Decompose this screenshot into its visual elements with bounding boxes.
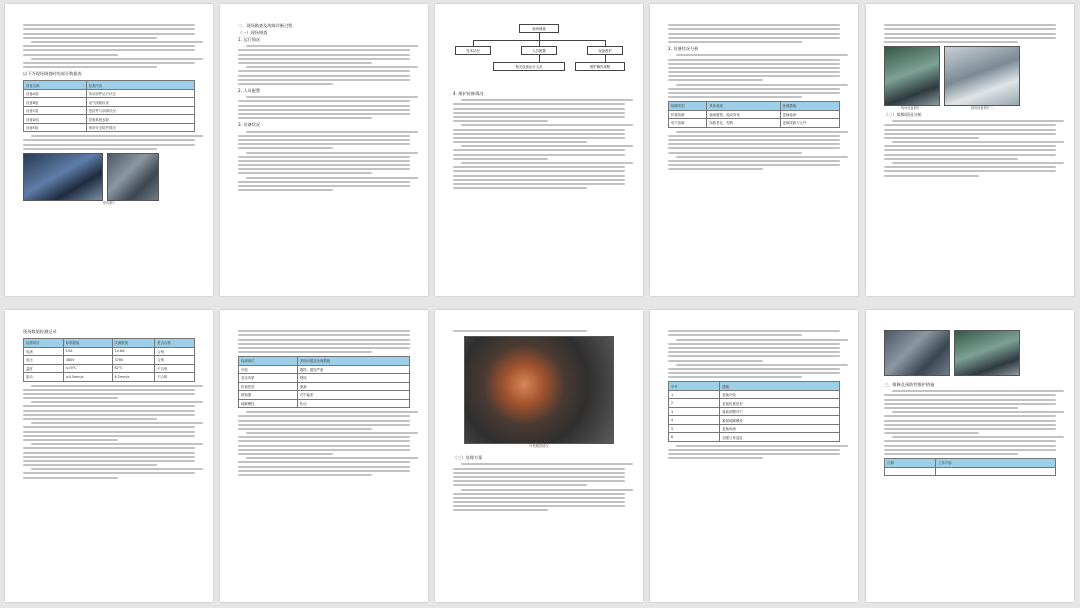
document-page-2[interactable] bbox=[220, 4, 428, 296]
item-heading: 2. 设备状况分析 bbox=[668, 46, 699, 52]
maintenance-photo bbox=[884, 330, 950, 376]
document-page-9[interactable] bbox=[650, 310, 858, 602]
document-page-5[interactable] bbox=[866, 4, 1074, 296]
site-photo bbox=[107, 153, 159, 201]
item-heading: 3. 设备状况 bbox=[238, 122, 261, 128]
flowchart-node: 技术状况 bbox=[455, 46, 491, 55]
subsection-heading: （三）处理方案 bbox=[453, 455, 483, 461]
document-page-8[interactable] bbox=[435, 310, 643, 602]
inspection-result-table: 检测部位 发现问题及处理措施 叶轮 磨损、腐蚀严重 泵壳内壁 锈蚀 机械密封 泄漏 联轴器 对中偏差 地脚螺栓 松动 bbox=[238, 356, 410, 408]
flowchart-node: 人员配置 bbox=[521, 46, 557, 55]
item-heading: 4. 维护检修情况 bbox=[453, 91, 484, 96]
flowchart-node: 设备维护 bbox=[587, 46, 623, 55]
measures-table: 序号 措施 1 更换叶轮 2 更换机械密封 3 重新调整对中 4 紧固地脚螺栓 5 更换轴承 6 加强日常巡检 bbox=[668, 381, 840, 442]
photo-caption: 现场照片 bbox=[102, 200, 116, 205]
flowchart-node: 维护操作规程 bbox=[575, 62, 625, 71]
section-heading: 二、现场勘查及故障诊断过程 bbox=[238, 23, 293, 28]
item-heading: 1. 运行情况 bbox=[238, 37, 261, 42]
subsection-heading: （二）故障原因分析 bbox=[884, 111, 922, 117]
page-heading: 现场数据检测记录 bbox=[23, 329, 57, 334]
flowchart-root: 现场调查 bbox=[519, 24, 559, 33]
flowchart bbox=[453, 22, 625, 90]
inspection-table: 设备名称 检查内容 设备A组 传动部件运行状态 设备B组 电气线路检查 设备C组 密封件与润滑状况 设备D组 控制系统参数 设备E组 现场安全防护情况 bbox=[23, 80, 195, 132]
document-page-1[interactable] bbox=[5, 4, 213, 296]
document-page-3[interactable] bbox=[435, 4, 643, 296]
document-page-7[interactable] bbox=[220, 310, 428, 602]
photo-caption: 现场设备照片二 bbox=[970, 105, 994, 110]
section-heading: 三、维修及预防性维护措施 bbox=[884, 382, 935, 387]
item-heading: 2. 人员配置 bbox=[238, 88, 261, 94]
document-page-10[interactable] bbox=[866, 310, 1074, 602]
work-log-table: 日期 工作内容 bbox=[884, 458, 1056, 476]
photo-caption: 现场设备照片一 bbox=[900, 105, 924, 110]
fault-table: 故障类型 具体表现 处理措施 机械故障 轴承磨损、振动异常 更换轴承 电气故障 线路老化、短路 更换线路与元件 bbox=[668, 101, 840, 128]
equipment-photo bbox=[944, 46, 1020, 106]
impeller-photo bbox=[464, 336, 614, 444]
equipment-photo bbox=[884, 46, 940, 106]
document-page-4[interactable] bbox=[650, 4, 858, 296]
flowchart-node: 相关设备运行人员 bbox=[493, 62, 565, 71]
maintenance-photo bbox=[954, 330, 1020, 376]
measurement-table: 检测项目 标准数值 实测数值 是否合格 电流 15A 14.8A 合格 电压 380V 376V 合格 温度 ≤70℃ 82℃ 不合格 振动 ≤4.5mm/s 6.2mm/s 不合格 bbox=[23, 338, 195, 382]
subsection-heading: （一）现场调查 bbox=[238, 30, 268, 35]
photo-caption: 叶轮磨损情况 bbox=[529, 444, 549, 449]
document-page-6[interactable] bbox=[5, 310, 213, 602]
site-photo bbox=[23, 153, 103, 201]
page-heading: 以下为现场调查时的部分数据表 bbox=[23, 71, 82, 77]
